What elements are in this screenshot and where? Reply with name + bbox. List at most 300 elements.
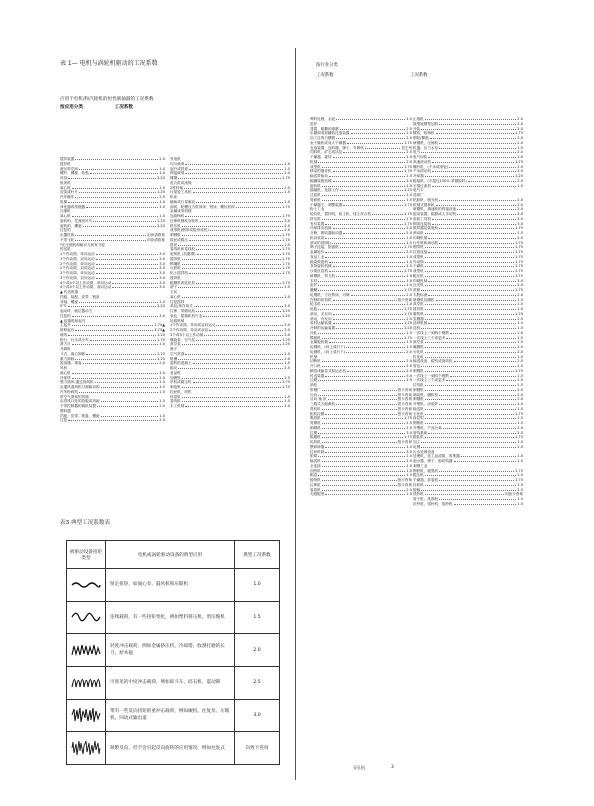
item-factor: 1.0 (284, 404, 290, 408)
item-name: 强力抽风-通过抽风机 (60, 380, 94, 385)
leader-dots (425, 345, 517, 348)
table3-header-factor: 典型工况系数 (235, 541, 280, 569)
item-factor: 1.5 (284, 190, 290, 195)
item-name: 全连续 (310, 463, 321, 468)
item-name: 分筛，吸收器驱动器 (310, 231, 343, 235)
list-item (170, 404, 290, 409)
item-name: 旋转的混凝土 (170, 361, 192, 366)
item-factor: 1.5 (517, 459, 523, 463)
leader-dots (436, 203, 517, 206)
item-factor: 3.0 (284, 328, 290, 332)
service-factor-list-b (170, 157, 290, 409)
leader-dots (196, 281, 281, 284)
item-factor: 1.75 (403, 307, 412, 311)
item-name: 滚筒 (413, 288, 421, 292)
item-factor: 1.75 (403, 435, 412, 440)
item-name: 起动时、就位器动力 (60, 309, 93, 313)
leader-dots (333, 298, 397, 301)
leader-dots (68, 304, 156, 307)
leader-dots (425, 307, 517, 310)
item-name: 粗机拉模 (310, 411, 325, 416)
leader-dots (436, 131, 514, 134)
item-factor: 1.25 (156, 176, 165, 180)
item-name: 剪碎机 (310, 197, 321, 202)
item-name: 不带飞轮 (60, 237, 75, 242)
leader-dots (185, 171, 283, 174)
leader-dots (468, 179, 517, 182)
item-name: 三辊式万能截机 (310, 402, 336, 406)
item-name: 成型机 (413, 269, 424, 273)
item-factor: 1.5 (517, 497, 523, 501)
leader-dots (189, 167, 283, 170)
leader-dots (425, 412, 514, 415)
item-name: 处理机，化工品滤筒，收集器 (413, 454, 460, 459)
item-name: 粘胶机，刨光机 (413, 197, 439, 202)
item-name: 微样器及装瓶机 (413, 226, 439, 231)
item-name: 旋转机 (310, 183, 321, 188)
leader-dots (185, 214, 281, 217)
item-name: 一次线上三个或更多 (413, 335, 446, 340)
leader-dots (439, 146, 516, 149)
item-name: 造纸机械 (413, 321, 428, 326)
item-factor: 1.5 (406, 240, 412, 245)
item-name: 熔融机，连续工作 (310, 188, 339, 193)
item-name: 辊磨机或乳化机 (170, 280, 196, 285)
item-factor: 1.25 (403, 188, 412, 193)
item-factor: 1.75 (281, 256, 290, 261)
item-factor: 2.0 (159, 375, 165, 380)
leader-dots (439, 241, 514, 244)
leader-dots (333, 321, 403, 324)
industry-section-title: 按行业分类 (316, 63, 338, 68)
item-factor: 3.0 (284, 304, 290, 309)
item-name: 鸭嘴机 (170, 261, 181, 266)
item-factor: 按卡咨询 (397, 397, 412, 402)
item-name: 染色、振箱机机行业 (170, 313, 203, 318)
item-factor: 1.5 (517, 335, 523, 340)
leader-dots (322, 488, 406, 491)
leader-dots (318, 307, 403, 310)
table1-header (60, 104, 133, 110)
leader-dots (322, 184, 406, 187)
item-factor: 按卡咨询 (397, 297, 412, 302)
item-name: 管运 (413, 364, 421, 368)
leader-dots (333, 312, 403, 315)
leader-dots (425, 397, 517, 400)
item-factor: 1.5 (406, 197, 412, 202)
item-factor: 1.5 (159, 385, 165, 389)
item-name: 制钢机 (413, 368, 424, 373)
item-factor: 1.0 (159, 199, 165, 204)
item-name: 螺杆机，(千米或滚轮) (413, 164, 449, 169)
item-factor: 2.0 (517, 136, 523, 140)
leader-dots (182, 224, 284, 227)
item-factor: 2.0 (284, 218, 290, 223)
item-factor: 1.0 (284, 294, 290, 299)
industry-header-factor: 工况系数 (410, 73, 428, 78)
item-name: 2个作动筒、双向运动 (60, 266, 95, 271)
item-factor: 1.5 (517, 373, 523, 378)
item-factor: 1.5 (159, 380, 165, 385)
item-factor: 1.5 (517, 501, 523, 506)
leader-dots (90, 171, 159, 174)
item-name: 旋转的、螺旋 (60, 223, 82, 228)
item-factor: 3.0 (406, 430, 412, 435)
item-factor: 1.75 (514, 264, 523, 269)
leader-dots (325, 255, 405, 258)
item-name: 洗衣机或滚筒 (170, 180, 192, 185)
leader-dots (216, 323, 283, 326)
leader-dots (336, 326, 403, 329)
item-name: 3个或3个以上作动筒 (170, 332, 204, 337)
leader-dots (425, 245, 514, 248)
leader-dots (351, 293, 406, 296)
leader-dots (322, 435, 403, 438)
item-factor: 3.0 (406, 449, 412, 454)
item-factor: 1.0 (406, 183, 412, 188)
leader-dots (333, 226, 406, 229)
item-name: 反向 (310, 392, 318, 397)
item-name: 真空泵 (170, 342, 181, 347)
item-name: 折纱机，绕纱机，卷纱机 (413, 501, 453, 506)
item-name: 石化机 (413, 349, 424, 354)
item-name: 由进风口处的挡板或风阀 (60, 399, 100, 404)
item-name: 压碎机 (170, 266, 181, 271)
table1-title: 表 1— 电机与涡轮机驱动的工况系数 (60, 60, 158, 67)
leader-dots (182, 257, 281, 260)
item-factor: 2.0 (517, 425, 523, 430)
leader-dots (425, 473, 517, 476)
item-factor: 2.0 (517, 235, 523, 240)
item-name: 炭磨器 (413, 316, 424, 321)
item-name: 1个作动筒、双向运动 (60, 256, 95, 261)
item-factor: 1.75 (281, 380, 290, 385)
leader-dots (96, 276, 159, 279)
leader-dots (336, 274, 405, 277)
item-name: 干燥器干，调整装置 (310, 202, 343, 207)
item-name: 压缩机 (60, 209, 71, 214)
item-factor: 1.5 (406, 259, 412, 264)
leader-dots (439, 393, 516, 396)
item-factor: 2.0 (406, 226, 412, 231)
item-name: 石灰 (170, 290, 178, 294)
item-factor: 1.5 (284, 242, 290, 247)
leader-dots (322, 469, 406, 472)
item-name: 重力卸载 (60, 356, 75, 361)
item-factor: 1.75 (281, 214, 290, 218)
item-factor: 2.0 (517, 349, 523, 354)
leader-dots (75, 357, 156, 360)
item-name: 搅拌机 (170, 275, 181, 280)
item-factor: 1.5 (159, 389, 165, 394)
leader-dots (75, 233, 146, 236)
leader-dots (347, 369, 405, 372)
leader-dots (193, 361, 284, 364)
item-name: 金属成形机械 (170, 209, 192, 214)
item-factor: 1.5 (406, 425, 412, 430)
item-factor: 2.5 (517, 316, 523, 321)
leader-dots (182, 295, 284, 298)
item-factor: 1.75 (403, 288, 412, 292)
leader-dots (318, 431, 405, 434)
leader-dots (428, 321, 516, 324)
item-factor: 1.5 (406, 454, 412, 459)
leader-dots (425, 421, 517, 424)
item-name: 搅拌装置 (60, 157, 75, 161)
leader-dots (430, 136, 517, 139)
item-name: 粒化机 (413, 354, 424, 359)
item-factor: 1.5 (406, 421, 412, 425)
leader-dots (72, 323, 153, 326)
item-factor: 3.0 (159, 266, 165, 271)
leader-dots (79, 300, 158, 303)
item-factor: 1.5 (517, 297, 523, 302)
item-factor: 3.0 (517, 221, 523, 226)
item-name: 转卷机 (170, 394, 181, 399)
item-factor: 2.5 (159, 195, 165, 199)
item-factor: 2.0 (517, 197, 523, 202)
item-factor: 向读请联系 (147, 237, 165, 242)
item-factor: 1.0 (159, 370, 165, 375)
item-factor: 1.75 (403, 311, 412, 316)
item-factor: 1.75 (403, 212, 412, 216)
leader-dots (461, 454, 517, 457)
leader-dots (428, 236, 516, 239)
leader-dots (436, 298, 517, 301)
item-factor: 3.0 (284, 332, 290, 337)
table3-header-wave: 被驱动设备扭矩类型 (67, 541, 106, 569)
item-factor: 1.75 (281, 266, 290, 271)
leader-dots (79, 390, 158, 393)
item-name: 用泵 (60, 176, 68, 180)
item-factor: 1.75 (514, 273, 523, 278)
leader-dots (193, 190, 284, 193)
leader-dots (425, 483, 517, 486)
leader-dots (333, 155, 406, 158)
item-name: 冷装 (413, 126, 421, 131)
leader-dots (189, 238, 281, 241)
leader-dots (325, 374, 405, 377)
item-factor: 1.75 (281, 204, 290, 209)
leader-dots (421, 150, 516, 153)
item-name: 千米滚动机 (413, 169, 431, 174)
leader-dots (182, 395, 284, 398)
leader-dots (332, 241, 406, 244)
item-name: 2个作动筒、单向运动 (60, 261, 95, 266)
table-row (67, 569, 280, 602)
item-name: 拔丝 (170, 242, 178, 247)
leader-dots (346, 350, 405, 353)
item-factor: 1.75 (514, 159, 523, 164)
item-name: 制钢机 (413, 397, 424, 402)
leader-dots (182, 262, 281, 265)
item-name: 窑炉 (310, 121, 318, 126)
leader-dots (112, 281, 158, 284)
item-factor: 按卡咨询 (397, 478, 412, 482)
item-name: 辊接机，(不超过150% 单额值时) (413, 178, 467, 183)
item-factor: 1.25 (281, 342, 290, 347)
item-name: 风机 (60, 366, 68, 370)
item-name: 冷却排出机械 (310, 226, 332, 231)
item-factor: 2.0 (517, 155, 523, 159)
leader-dots (322, 198, 406, 201)
leader-dots (79, 190, 156, 193)
item-factor: 3.0 (159, 252, 165, 256)
leader-dots (97, 404, 158, 407)
item-name: 4个或4个以上作动筒、双向运动 (60, 285, 112, 290)
leader-dots (196, 309, 281, 312)
item-factor: 2.0 (517, 330, 523, 335)
leader-dots (425, 492, 504, 495)
leader-dots (425, 174, 514, 177)
item-name: 往复搅拌 (170, 299, 185, 304)
item-name: 挡板、皮带、圆盘、螺旋 (60, 413, 100, 418)
item-name: 行车机和扇动机 (413, 240, 439, 245)
leader-dots (329, 340, 405, 343)
table3-app: 可预见的中度冲击载荷，例如碎斗车、碎石机、震动筛 (106, 666, 235, 699)
item-name: 真空泵 (413, 340, 424, 345)
item-name: 卷线机和卷线机 (170, 247, 196, 252)
item-factor: 1.75 (281, 280, 290, 285)
item-factor: 1.0 (284, 356, 290, 361)
table-row (67, 601, 280, 634)
item-name: 研磨机，剪刀机 (310, 273, 336, 278)
item-factor: 见左列 (401, 145, 412, 150)
item-factor: 2.0 (406, 136, 412, 140)
leader-dots (425, 317, 517, 320)
table3-factor: 2.5 (235, 666, 280, 699)
item-factor: 1.5 (406, 155, 412, 159)
leader-dots (446, 336, 516, 339)
item-name: 吸纸机 (310, 416, 321, 421)
item-name: 主起升 (60, 323, 71, 328)
item-name: 制钢机 (170, 233, 181, 237)
item-name: 连续铸机 (170, 214, 185, 218)
leader-dots (450, 374, 516, 377)
item-factor: 1.0 (517, 454, 523, 459)
leader-dots (72, 214, 159, 217)
item-factor: 1.5 (517, 383, 523, 387)
item-name: 切断机 (310, 359, 321, 364)
item-name: 石化机 (413, 411, 424, 416)
item-factor: 1.75 (514, 226, 523, 231)
item-factor: 2.5 (406, 150, 412, 155)
item-name: 印刷机械 (413, 278, 428, 283)
item-factor: 1.75 (514, 259, 523, 264)
item-name: 炉片 (60, 304, 68, 309)
item-factor: 2.0 (406, 359, 412, 364)
item-name: 粉土工业 (310, 207, 325, 212)
item-factor: 1.75▲ (154, 328, 165, 332)
leader-dots (421, 364, 516, 367)
item-name: 钢筋机 (413, 421, 424, 425)
item-name: 轧机机 (310, 440, 321, 444)
leader-dots (425, 369, 514, 372)
leader-dots (328, 397, 397, 400)
item-name: 滚动的(圆周) (310, 240, 331, 245)
leader-dots (178, 243, 283, 246)
leader-dots (421, 445, 516, 448)
item-factor: 1.25 (281, 309, 290, 313)
item-name: 辊罐装瓶机械 (310, 178, 332, 183)
item-name: 焊接载荷 (170, 171, 185, 176)
item-name: 旋转的、凭流成叶片 (60, 218, 93, 223)
item-name: 加工 (413, 440, 421, 444)
item-name: 剥钢工业 (413, 463, 428, 468)
item-name: 升降机 (60, 347, 71, 351)
item-factor: 1.5 (406, 235, 412, 240)
leader-dots (209, 328, 283, 331)
leader-dots (439, 198, 516, 201)
item-factor: 1.5 (406, 492, 412, 497)
item-name: 成形机(钢带或板形成机) (170, 228, 209, 233)
item-name: 研磨机，减速机的焊接设备 (413, 207, 457, 212)
item-name: 变齿成叶片 (60, 190, 78, 195)
leader-dots (346, 345, 405, 348)
leader-dots (325, 412, 396, 415)
leader-dots (325, 236, 405, 239)
leader-dots (184, 186, 283, 189)
table3-app: 带有一些反向扭矩的重冲击载荷，例如碾机、往复泵、压缩机、回动式输出道 (106, 699, 235, 732)
leader-dots (425, 407, 517, 410)
item-factor: 2.5 (406, 250, 412, 254)
item-factor: 1.25 (156, 190, 165, 195)
table3-factor: 3.0 (235, 699, 280, 732)
item-name: 滚动，无反向 (310, 311, 332, 316)
table1-subtitle: 应用于电机/和汽轮机的恒性联轴器的工况系数 (60, 97, 154, 102)
leader-dots (322, 440, 397, 443)
leader-dots (329, 260, 405, 263)
item-name: 一次线上三个或更多 (413, 378, 446, 383)
item-name: 轮木机 (310, 302, 321, 307)
item-factor: 3.0 (159, 261, 165, 266)
item-name: 辅助或行星驱动 (170, 199, 196, 204)
item-factor: 2.0 (284, 171, 290, 176)
item-factor: 2.0 (517, 345, 523, 349)
item-name: 起升或铁道 (170, 166, 188, 171)
leader-dots (196, 247, 281, 250)
item-name: 喂料器 (60, 408, 71, 413)
item-name: 金属轮纹 (310, 250, 325, 254)
item-name: 振动装置，辊磨或人手切机 (413, 212, 457, 216)
item-name: 高速滚动机 (413, 159, 431, 164)
item-name: 挤压机 (170, 223, 181, 228)
leader-dots (325, 250, 405, 253)
leader-dots (336, 402, 396, 405)
item-name: 坐干燥机或成人干燥器 (310, 140, 346, 145)
item-name: 管线系统 (413, 430, 428, 435)
item-factor: 2.0 (517, 444, 523, 449)
leader-dots (343, 231, 405, 234)
item-factor: 1.5 (517, 421, 523, 425)
item-factor: 1.0 (159, 166, 165, 171)
leader-dots (178, 366, 283, 369)
item-name: 电气 (413, 150, 421, 155)
item-name: 作动筒 (413, 259, 424, 264)
leader-dots (446, 378, 516, 381)
leader-dots (322, 421, 406, 424)
item-name: 食品工业 (310, 254, 325, 259)
item-name: 轧钢机，(向上成行下) (310, 345, 346, 349)
item-factor: 3.0 (159, 256, 165, 261)
item-factor: 1.75 (514, 245, 523, 250)
item-name: 磨浆机 (413, 311, 424, 316)
item-name: 搅拌机 (170, 256, 181, 261)
item-factor: 2.0 (517, 140, 523, 145)
item-factor: 2.0 (284, 223, 290, 228)
item-factor: 1.0 (159, 171, 165, 176)
item-name: 行星轮工具机 (170, 190, 192, 195)
